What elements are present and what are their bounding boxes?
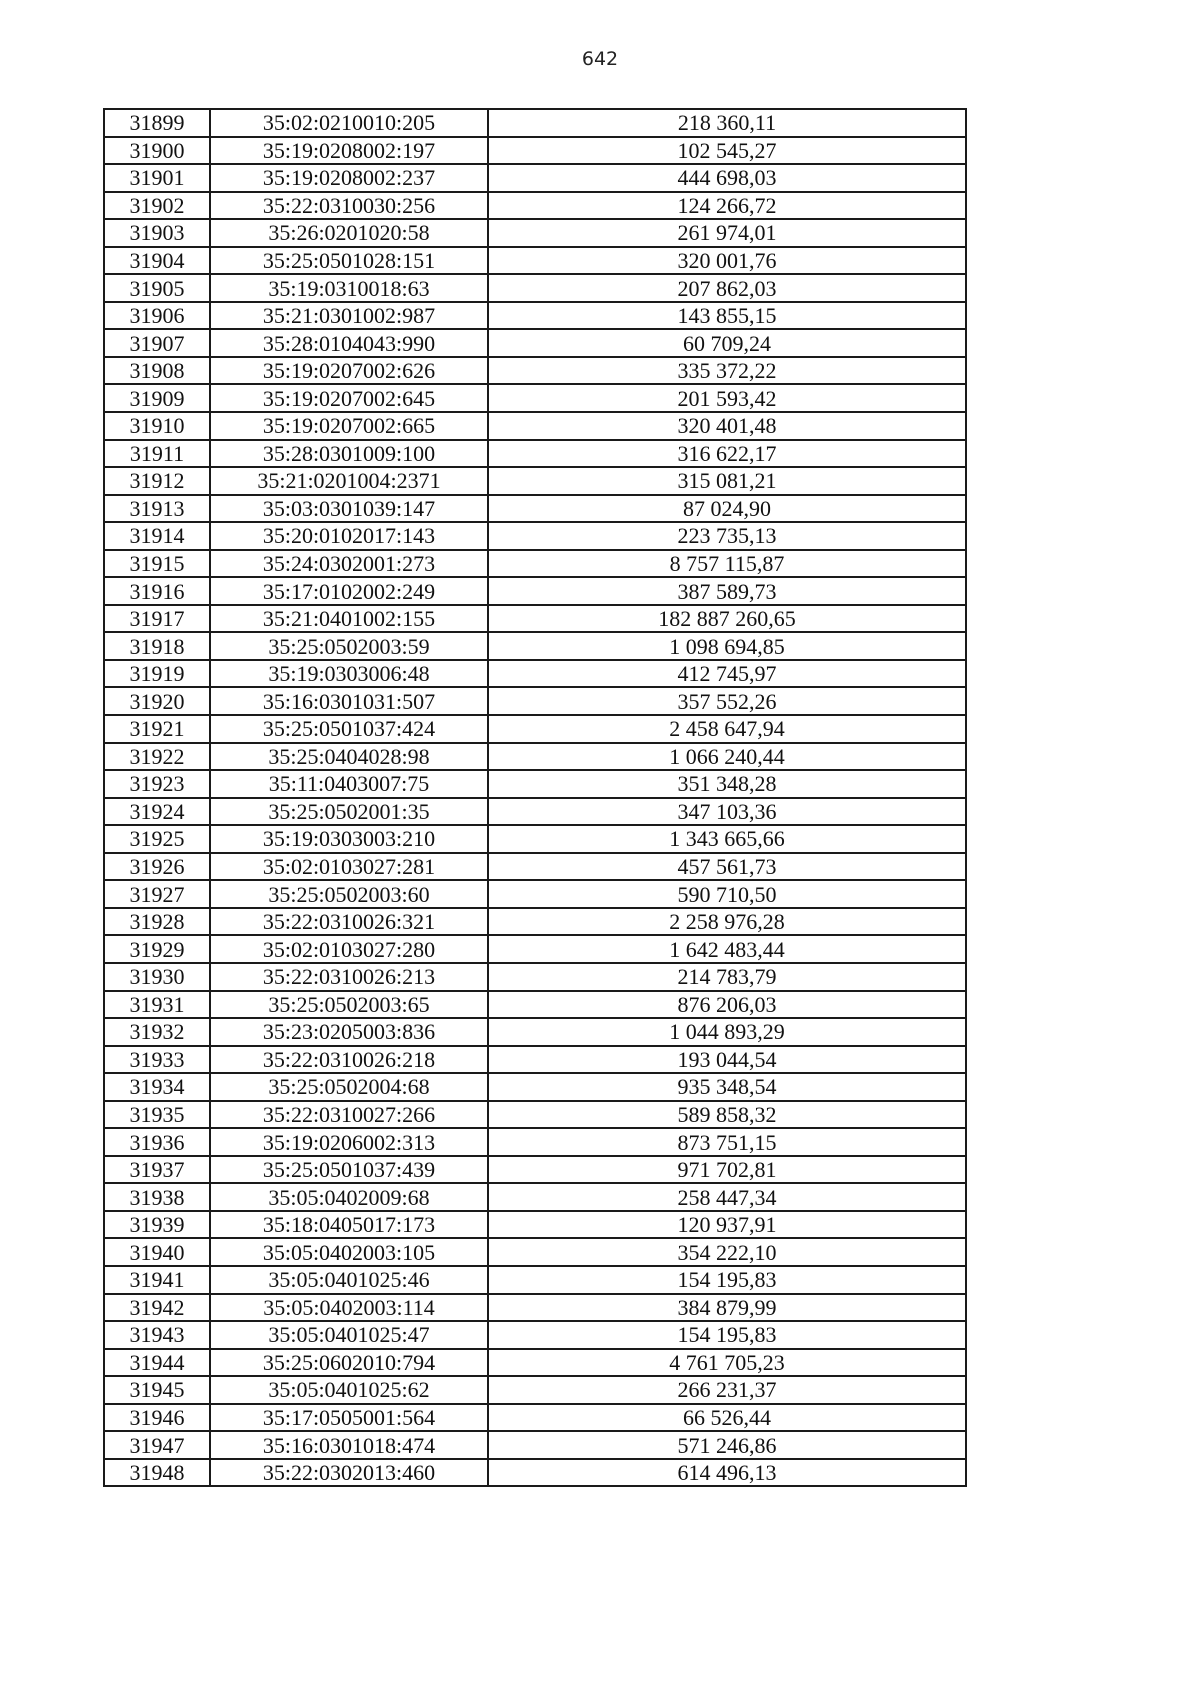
cadastral-value-cell: 1 642 483,44: [488, 935, 966, 963]
row-number-cell: 31904: [104, 247, 210, 275]
table-row: [104, 1101, 966, 1129]
cadastral-value-cell: 223 735,13: [488, 522, 966, 550]
row-number-cell: 31900: [104, 137, 210, 165]
cadastral-value-cell: 351 348,28: [488, 770, 966, 798]
table-row: [104, 908, 966, 936]
row-number-cell: 31931: [104, 991, 210, 1019]
table-row: [104, 1321, 966, 1349]
cadastral-value-cell: 8 757 115,87: [488, 550, 966, 578]
row-number-cell: 31937: [104, 1156, 210, 1184]
row-number-cell: 31921: [104, 715, 210, 743]
row-number-cell: 31924: [104, 798, 210, 826]
row-number-cell: 31911: [104, 440, 210, 468]
row-number-cell: 31943: [104, 1321, 210, 1349]
row-number-cell: 31917: [104, 605, 210, 633]
cadastral-value-cell: 357 552,26: [488, 687, 966, 715]
cadastral-number-cell: 35:19:0207002:665: [210, 412, 488, 440]
cadastral-number-cell: 35:21:0201004:2371: [210, 467, 488, 495]
cadastral-value-cell: 1 044 893,29: [488, 1018, 966, 1046]
cadastral-number-cell: 35:19:0208002:197: [210, 137, 488, 165]
cadastral-number-cell: 35:19:0207002:645: [210, 384, 488, 412]
table-row: [104, 1404, 966, 1432]
cadastral-number-cell: 35:25:0502003:65: [210, 991, 488, 1019]
cadastral-number-cell: 35:28:0301009:100: [210, 440, 488, 468]
cadastral-value-cell: 320 001,76: [488, 247, 966, 275]
table-row: [104, 853, 966, 881]
cadastral-value-cell: 1 066 240,44: [488, 743, 966, 771]
row-number-cell: 31923: [104, 770, 210, 798]
cadastral-number-cell: 35:11:0403007:75: [210, 770, 488, 798]
table-row: [104, 1266, 966, 1294]
table-row: [104, 357, 966, 385]
cadastral-value-cell: 935 348,54: [488, 1073, 966, 1101]
row-number-cell: 31934: [104, 1073, 210, 1101]
row-number-cell: 31903: [104, 219, 210, 247]
table-row: [104, 384, 966, 412]
table-body: [104, 109, 966, 1486]
table-row: [104, 743, 966, 771]
table-row: [104, 1294, 966, 1322]
row-number-cell: 31901: [104, 164, 210, 192]
table-row: [104, 329, 966, 357]
cadastral-number-cell: 35:05:0401025:46: [210, 1266, 488, 1294]
table-row: [104, 660, 966, 688]
cadastral-value-cell: 1 343 665,66: [488, 825, 966, 853]
table-row: [104, 825, 966, 853]
cadastral-number-cell: 35:26:0201020:58: [210, 219, 488, 247]
cadastral-value-cell: 316 622,17: [488, 440, 966, 468]
cadastral-number-cell: 35:05:0402003:114: [210, 1294, 488, 1322]
cadastral-value-cell: 971 702,81: [488, 1156, 966, 1184]
cadastral-value-cell: 614 496,13: [488, 1459, 966, 1487]
cadastral-value-cell: 66 526,44: [488, 1404, 966, 1432]
cadastral-value-cell: 102 545,27: [488, 137, 966, 165]
cadastral-number-cell: 35:02:0103027:280: [210, 935, 488, 963]
cadastral-number-cell: 35:02:0210010:205: [210, 109, 488, 137]
cadastral-number-cell: 35:22:0310030:256: [210, 192, 488, 220]
cadastral-number-cell: 35:28:0104043:990: [210, 329, 488, 357]
row-number-cell: 31926: [104, 853, 210, 881]
cadastral-value-cell: 120 937,91: [488, 1211, 966, 1239]
cadastral-value-cell: 2 458 647,94: [488, 715, 966, 743]
cadastral-number-cell: 35:19:0310018:63: [210, 274, 488, 302]
cadastral-value-cell: 207 862,03: [488, 274, 966, 302]
row-number-cell: 31915: [104, 550, 210, 578]
cadastral-value-cell: 315 081,21: [488, 467, 966, 495]
row-number-cell: 31930: [104, 963, 210, 991]
table-row: [104, 522, 966, 550]
row-number-cell: 31948: [104, 1459, 210, 1487]
cadastral-number-cell: 35:24:0302001:273: [210, 550, 488, 578]
cadastral-value-cell: 214 783,79: [488, 963, 966, 991]
table-row: [104, 687, 966, 715]
table-row: [104, 1431, 966, 1459]
table-row: [104, 632, 966, 660]
cadastral-value-cell: 571 246,86: [488, 1431, 966, 1459]
table-row: [104, 467, 966, 495]
table-row: [104, 192, 966, 220]
cadastral-value-cell: 2 258 976,28: [488, 908, 966, 936]
cadastral-number-cell: 35:17:0505001:564: [210, 1404, 488, 1432]
table-row: [104, 109, 966, 137]
row-number-cell: 31942: [104, 1294, 210, 1322]
table-row: [104, 219, 966, 247]
row-number-cell: 31905: [104, 274, 210, 302]
table-row: [104, 274, 966, 302]
cadastral-number-cell: 35:25:0502001:35: [210, 798, 488, 826]
cadastral-value-cell: 444 698,03: [488, 164, 966, 192]
table-row: [104, 1073, 966, 1101]
cadastral-number-cell: 35:19:0206002:313: [210, 1128, 488, 1156]
cadastral-number-cell: 35:17:0102002:249: [210, 577, 488, 605]
row-number-cell: 31902: [104, 192, 210, 220]
row-number-cell: 31907: [104, 329, 210, 357]
table-row: [104, 1046, 966, 1074]
cadastral-number-cell: 35:02:0103027:281: [210, 853, 488, 881]
row-number-cell: 31925: [104, 825, 210, 853]
row-number-cell: 31916: [104, 577, 210, 605]
cadastral-value-cell: 384 879,99: [488, 1294, 966, 1322]
table-row: [104, 577, 966, 605]
cadastral-number-cell: 35:25:0501037:439: [210, 1156, 488, 1184]
cadastral-value-cell: 347 103,36: [488, 798, 966, 826]
cadastral-number-cell: 35:25:0502003:60: [210, 880, 488, 908]
table-row: [104, 798, 966, 826]
cadastral-value-cell: 387 589,73: [488, 577, 966, 605]
cadastral-value-cell: 876 206,03: [488, 991, 966, 1019]
row-number-cell: 31947: [104, 1431, 210, 1459]
table-row: [104, 1459, 966, 1487]
cadastral-number-cell: 35:05:0401025:47: [210, 1321, 488, 1349]
cadastral-value-cell: 873 751,15: [488, 1128, 966, 1156]
cadastral-number-cell: 35:18:0405017:173: [210, 1211, 488, 1239]
cadastral-number-cell: 35:05:0402003:105: [210, 1238, 488, 1266]
row-number-cell: 31899: [104, 109, 210, 137]
table-row: [104, 412, 966, 440]
cadastral-number-cell: 35:25:0602010:794: [210, 1349, 488, 1377]
row-number-cell: 31922: [104, 743, 210, 771]
cadastral-number-cell: 35:03:0301039:147: [210, 495, 488, 523]
cadastral-number-cell: 35:25:0501037:424: [210, 715, 488, 743]
cadastral-value-cell: 154 195,83: [488, 1321, 966, 1349]
table-row: [104, 880, 966, 908]
cadastral-number-cell: 35:16:0301031:507: [210, 687, 488, 715]
cadastral-number-cell: 35:22:0310027:266: [210, 1101, 488, 1129]
row-number-cell: 31909: [104, 384, 210, 412]
row-number-cell: 31910: [104, 412, 210, 440]
cadastral-number-cell: 35:22:0310026:321: [210, 908, 488, 936]
table-row: [104, 1238, 966, 1266]
row-number-cell: 31939: [104, 1211, 210, 1239]
cadastral-value-cell: 201 593,42: [488, 384, 966, 412]
table-row: [104, 1211, 966, 1239]
cadastral-number-cell: 35:21:0401002:155: [210, 605, 488, 633]
cadastral-number-cell: 35:16:0301018:474: [210, 1431, 488, 1459]
cadastral-number-cell: 35:23:0205003:836: [210, 1018, 488, 1046]
row-number-cell: 31908: [104, 357, 210, 385]
table-row: [104, 963, 966, 991]
table-row: [104, 991, 966, 1019]
row-number-cell: 31935: [104, 1101, 210, 1129]
cadastral-value-cell: 261 974,01: [488, 219, 966, 247]
cadastral-number-cell: 35:05:0401025:62: [210, 1376, 488, 1404]
cadastral-number-cell: 35:19:0303006:48: [210, 660, 488, 688]
cadastral-value-cell: 154 195,83: [488, 1266, 966, 1294]
row-number-cell: 31940: [104, 1238, 210, 1266]
cadastral-number-cell: 35:22:0302013:460: [210, 1459, 488, 1487]
cadastral-value-cell: 354 222,10: [488, 1238, 966, 1266]
cadastral-number-cell: 35:25:0502004:68: [210, 1073, 488, 1101]
row-number-cell: 31918: [104, 632, 210, 660]
row-number-cell: 31938: [104, 1183, 210, 1211]
row-number-cell: 31933: [104, 1046, 210, 1074]
page-number: 642: [581, 48, 619, 70]
cadastral-value-cell: 1 098 694,85: [488, 632, 966, 660]
table-row: [104, 1349, 966, 1377]
cadastral-value-cell: 87 024,90: [488, 495, 966, 523]
table-row: [104, 550, 966, 578]
table-row: [104, 935, 966, 963]
cadastral-value-cell: 143 855,15: [488, 302, 966, 330]
row-number-cell: 31914: [104, 522, 210, 550]
table-row: [104, 1376, 966, 1404]
cadastral-number-cell: 35:05:0402009:68: [210, 1183, 488, 1211]
row-number-cell: 31936: [104, 1128, 210, 1156]
table-row: [104, 164, 966, 192]
row-number-cell: 31946: [104, 1404, 210, 1432]
row-number-cell: 31913: [104, 495, 210, 523]
row-number-cell: 31929: [104, 935, 210, 963]
cadastral-number-cell: 35:22:0310026:213: [210, 963, 488, 991]
cadastral-number-cell: 35:21:0301002:987: [210, 302, 488, 330]
row-number-cell: 31941: [104, 1266, 210, 1294]
row-number-cell: 31928: [104, 908, 210, 936]
row-number-cell: 31906: [104, 302, 210, 330]
cadastral-value-cell: 124 266,72: [488, 192, 966, 220]
cadastral-value-cell: 412 745,97: [488, 660, 966, 688]
cadastral-number-cell: 35:25:0502003:59: [210, 632, 488, 660]
table-row: [104, 302, 966, 330]
cadastral-value-cell: 182 887 260,65: [488, 605, 966, 633]
cadastral-number-cell: 35:22:0310026:218: [210, 1046, 488, 1074]
row-number-cell: 31945: [104, 1376, 210, 1404]
cadastral-value-cell: 590 710,50: [488, 880, 966, 908]
cadastral-value-cell: 60 709,24: [488, 329, 966, 357]
cadastral-value-cell: 589 858,32: [488, 1101, 966, 1129]
table-row: [104, 247, 966, 275]
row-number-cell: 31920: [104, 687, 210, 715]
table-row: [104, 715, 966, 743]
cadastral-value-cell: 457 561,73: [488, 853, 966, 881]
cadastral-number-cell: 35:25:0501028:151: [210, 247, 488, 275]
table-row: [104, 1183, 966, 1211]
table-row: [104, 770, 966, 798]
cadastral-number-cell: 35:19:0208002:237: [210, 164, 488, 192]
cadastral-value-cell: 258 447,34: [488, 1183, 966, 1211]
cadastral-number-cell: 35:25:0404028:98: [210, 743, 488, 771]
cadastral-value-cell: 335 372,22: [488, 357, 966, 385]
cadastral-number-cell: 35:19:0207002:626: [210, 357, 488, 385]
cadastral-value-cell: 218 360,11: [488, 109, 966, 137]
cadastral-value-cell: 193 044,54: [488, 1046, 966, 1074]
table-row: [104, 495, 966, 523]
cadastral-number-cell: 35:19:0303003:210: [210, 825, 488, 853]
cadastral-value-table: [103, 108, 967, 1487]
row-number-cell: 31927: [104, 880, 210, 908]
cadastral-value-cell: 266 231,37: [488, 1376, 966, 1404]
table-row: [104, 137, 966, 165]
table-row: [104, 1018, 966, 1046]
table-row: [104, 605, 966, 633]
cadastral-value-cell: 320 401,48: [488, 412, 966, 440]
row-number-cell: 31912: [104, 467, 210, 495]
table-row: [104, 1156, 966, 1184]
row-number-cell: 31919: [104, 660, 210, 688]
table-row: [104, 440, 966, 468]
row-number-cell: 31932: [104, 1018, 210, 1046]
cadastral-number-cell: 35:20:0102017:143: [210, 522, 488, 550]
table-row: [104, 1128, 966, 1156]
cadastral-value-cell: 4 761 705,23: [488, 1349, 966, 1377]
row-number-cell: 31944: [104, 1349, 210, 1377]
